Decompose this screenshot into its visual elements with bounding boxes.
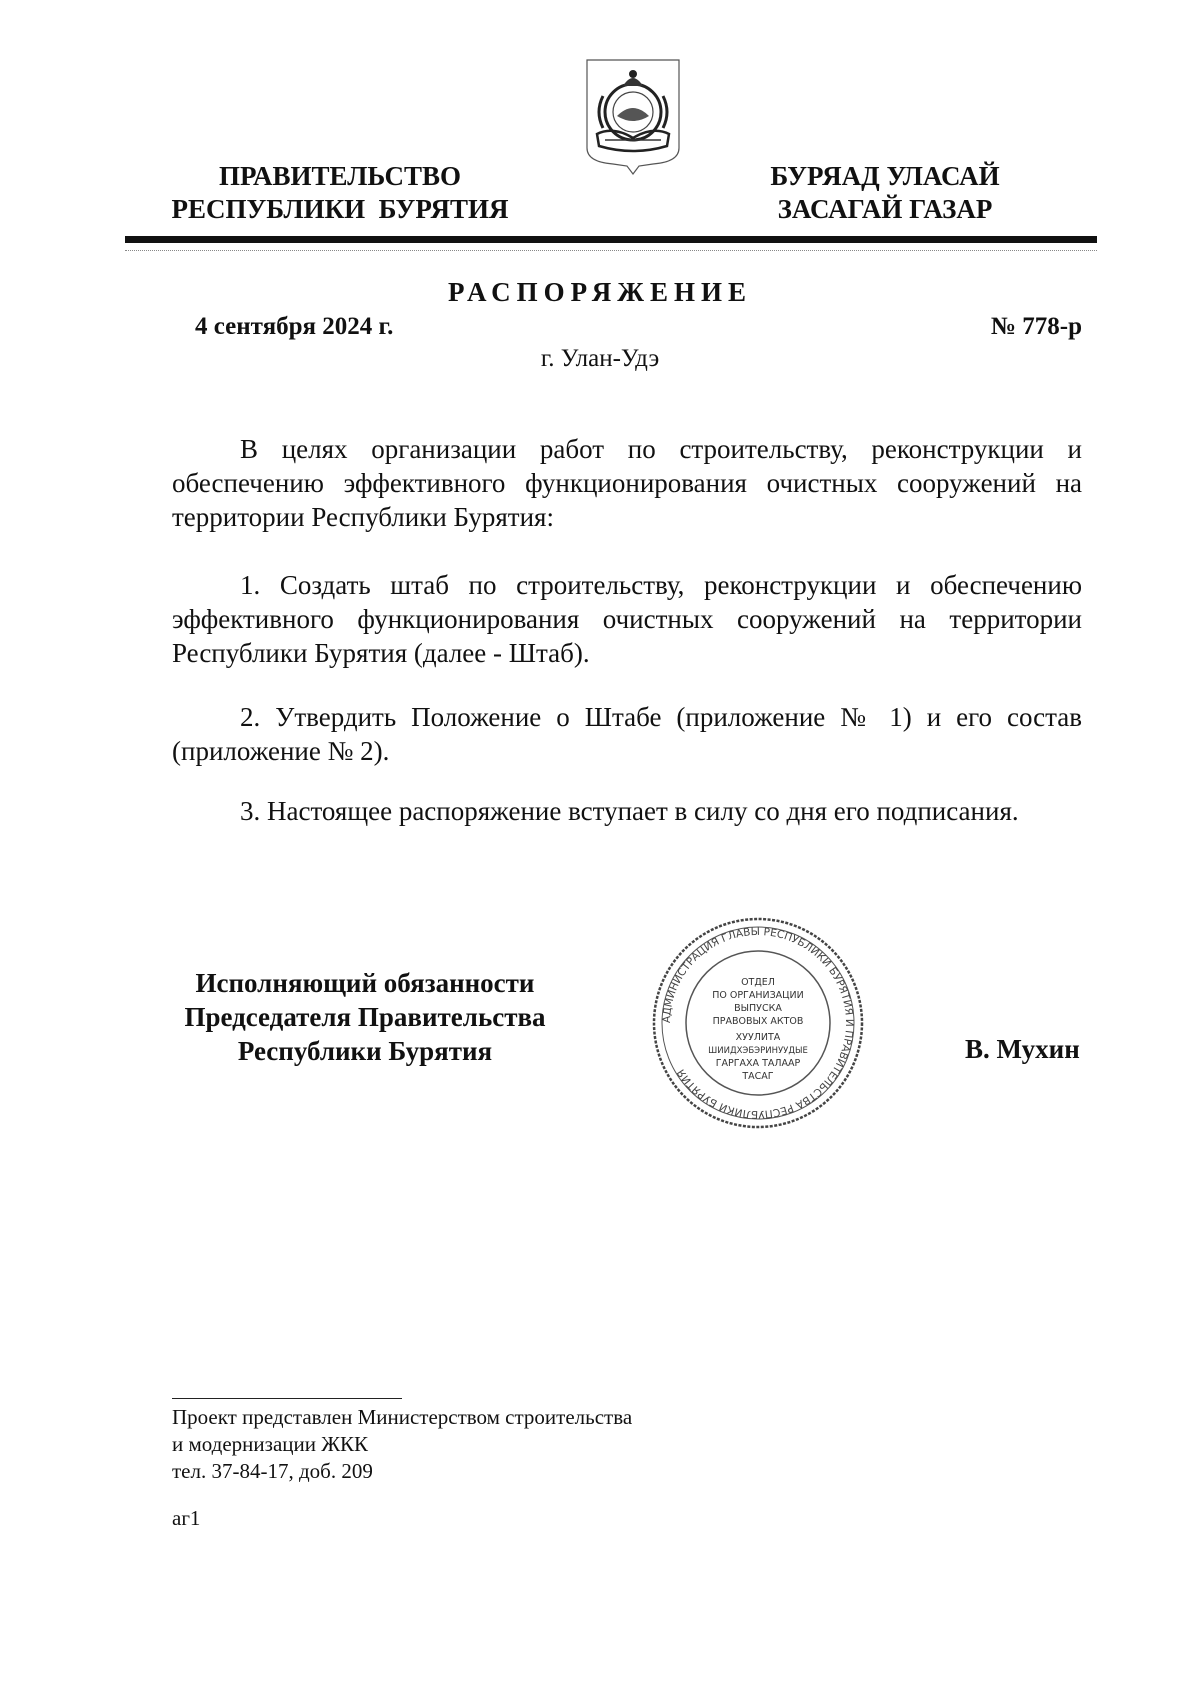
coat-of-arms-emblem <box>583 56 683 178</box>
header-left-line1: ПРАВИТЕЛЬСТВО <box>218 161 462 191</box>
footer-line1: Проект представлен Министерством строительства <box>172 1405 633 1429</box>
signature-role-line2: Председателя Правительства <box>184 1002 546 1032</box>
header-right <box>735 160 1035 226</box>
document-number: № 778-р <box>990 313 1082 340</box>
footer-divider <box>172 1398 402 1399</box>
document-code: аг1 <box>172 1506 201 1530</box>
header-divider-thin <box>125 250 1097 251</box>
document-date: 4 сентября 2024 г. <box>195 313 394 340</box>
footer-line2: и модернизации ЖКК <box>172 1432 369 1456</box>
seal-inner-line5: ХУУЛИТА <box>735 1032 781 1043</box>
signature-role <box>165 966 565 1068</box>
body-item-3: 3. Настоящее распоряжение вступает в силу со дня его подписания. <box>240 796 1019 826</box>
signature-role-line3: Республики Бурятия <box>237 1036 493 1066</box>
official-seal <box>648 913 868 1133</box>
signature-role-line1: Исполняющий обязанности <box>195 968 535 998</box>
seal-inner-line7: ГАРГАХА ТАЛААР <box>715 1058 801 1069</box>
body-intro: В целях организации работ по строительству, реконструкции и обеспечению эффективного функционирования очистных сооружений на территории Республики Бурятия: <box>172 434 1082 532</box>
seal-inner-line8: ТАСАГ <box>742 1071 774 1082</box>
seal-inner-line2: ПО ОРГАНИЗАЦИИ <box>712 990 804 1001</box>
document-city: г. Улан-Удэ <box>540 345 660 372</box>
seal-inner-line3: ВЫПУСКА <box>734 1003 782 1014</box>
header-left-line2: РЕСПУБЛИКИ БУРЯТИЯ <box>171 194 509 224</box>
footer-note <box>172 1404 632 1485</box>
document-title: РАСПОРЯЖЕНИЕ <box>447 277 753 307</box>
header-right-line2: ЗАСАГАЙ ГАЗАР <box>777 194 993 224</box>
body-item-1: 1. Создать штаб по строительству, реконструкции и обеспечению эффективного функционирования очистных сооружений на территории Республики Бурятия (далее - Штаб). <box>172 570 1082 668</box>
header-divider-thick <box>125 236 1097 243</box>
seal-inner-line1: ОТДЕЛ <box>741 977 775 988</box>
seal-inner-line4: ПРАВОВЫХ АКТОВ <box>712 1016 804 1027</box>
seal-ring-text: АДМИНИСТРАЦИЯ ГЛАВЫ РЕСПУБЛИКИ БУРЯТИЯ И ПРАВИТЕЛЬСТВА РЕСПУБЛИКИ БУРЯТИЯ <box>660 925 856 1121</box>
seal-inner-line6: ШИИДХЭБЭРИНУУДЫЕ <box>708 1046 808 1056</box>
header-left <box>150 160 530 226</box>
footer-line3: тел. 37-84-17, доб. 209 <box>172 1459 373 1483</box>
body-item-2: 2. Утвердить Положение о Штабе (приложение № 1) и его состав (приложение № 2). <box>172 702 1082 766</box>
signatory-name: В. Мухин <box>965 1034 1080 1064</box>
header-right-line1: БУРЯАД УЛАСАЙ <box>770 161 1000 191</box>
